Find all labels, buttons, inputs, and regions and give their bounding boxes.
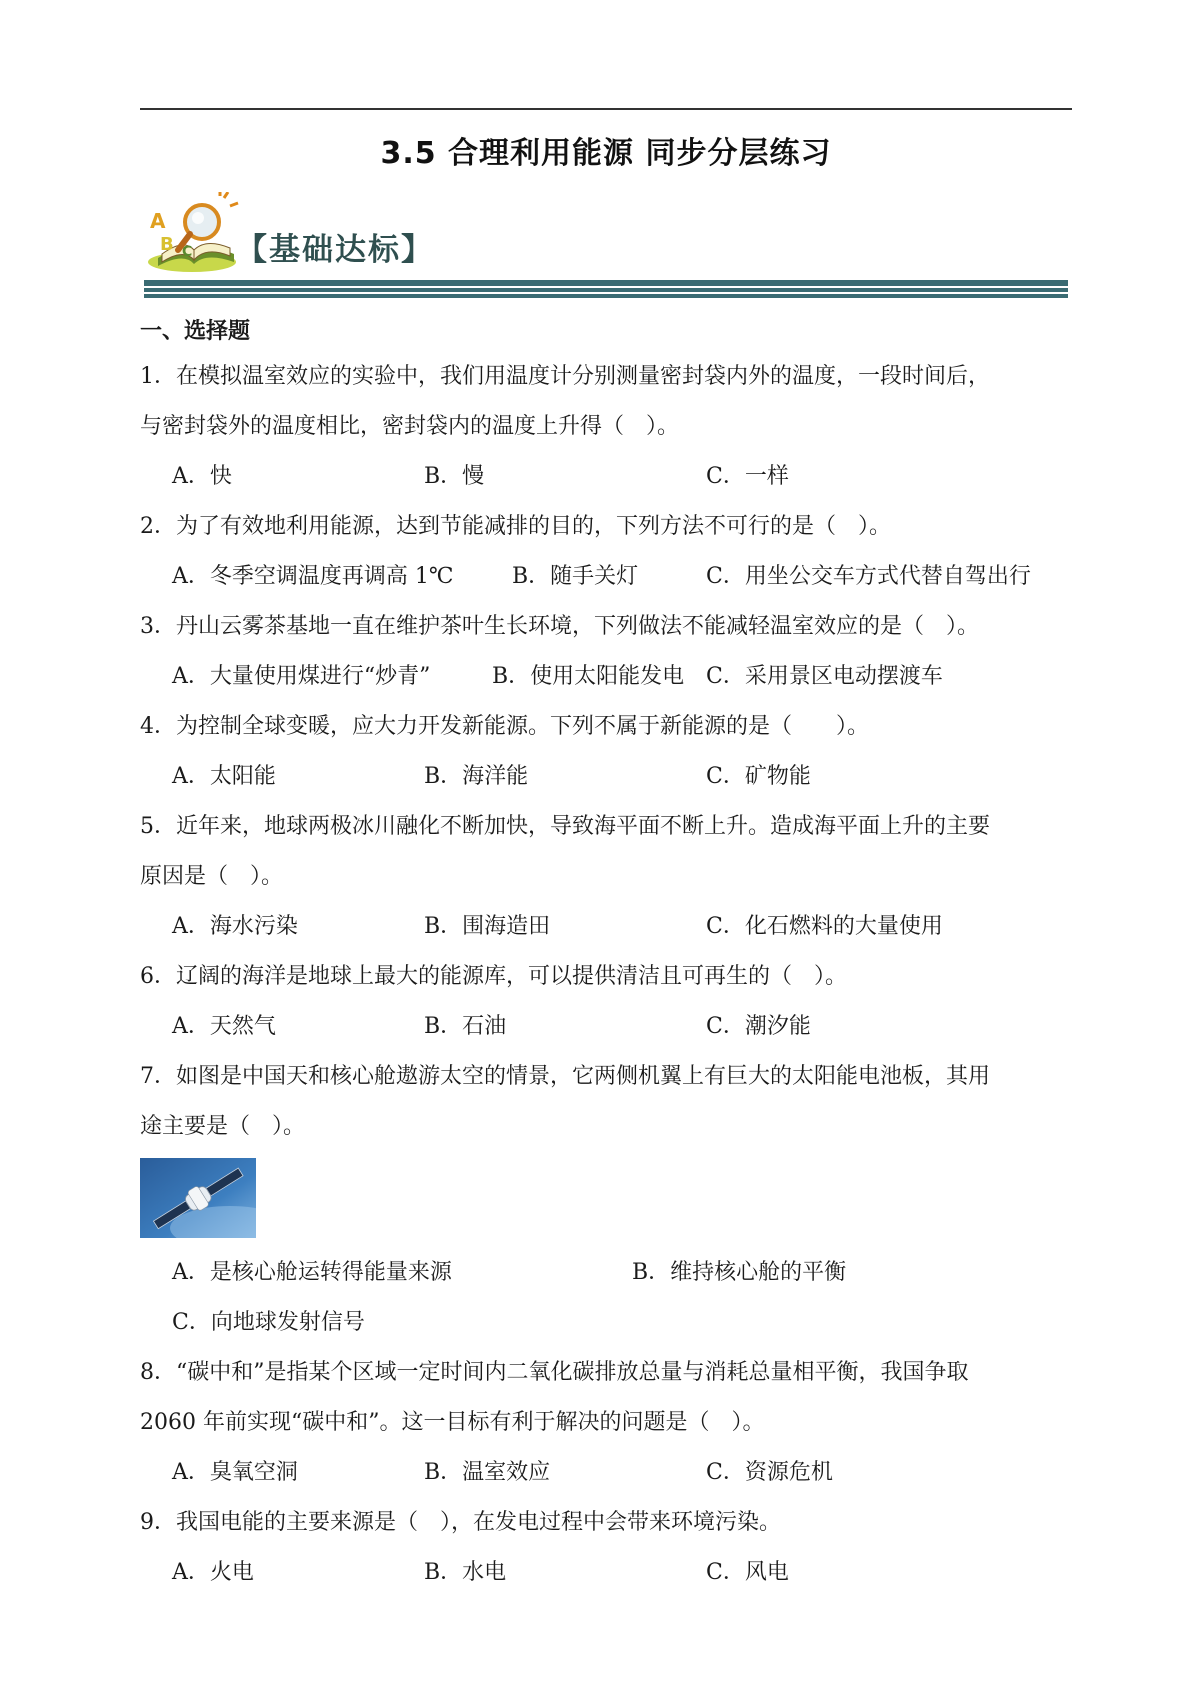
question-text: 4．为控制全球变暖，应大力开发新能源。下列不属于新能源的是（ ）。 — [140, 714, 869, 739]
question-text: 与密封袋外的温度相比，密封袋内的温度上升得（ ）。 — [140, 414, 680, 439]
question-text: 6．辽阔的海洋是地球上最大的能源库，可以提供清洁且可再生的（ ）。 — [140, 964, 847, 989]
option-a: A．快 — [172, 464, 232, 489]
option-a: A．大量使用煤进行“炒青” — [172, 664, 431, 689]
option-b: B．使用太阳能发电 — [492, 664, 685, 689]
option-c: C．向地球发射信号 — [172, 1310, 365, 1335]
question-text: 9．我国电能的主要来源是（ ），在发电过程中会带来环境污染。 — [140, 1510, 781, 1535]
question-text: 原因是（ ）。 — [140, 864, 284, 889]
section-banner — [140, 188, 1072, 308]
header-rule — [140, 108, 1072, 110]
question-text: 1．在模拟温室效应的实验中，我们用温度计分别测量密封袋内外的温度，一段时间后， — [140, 364, 990, 389]
option-a: A．臭氧空洞 — [172, 1460, 298, 1485]
question-8 — [140, 1348, 1072, 1498]
option-row — [140, 752, 1072, 802]
question-3 — [140, 602, 1072, 702]
option-row — [140, 1248, 1072, 1298]
option-b: B．水电 — [424, 1560, 507, 1585]
option-row — [140, 552, 1072, 602]
option-c: C．风电 — [706, 1560, 789, 1585]
question-text: 5．近年来，地球两极冰川融化不断加快，导致海平面不断上升。造成海平面上升的主要 — [140, 814, 990, 839]
banner-divider — [144, 280, 1068, 298]
question-text: 2060 年前实现“碳中和”。这一目标有利于解决的问题是（ ）。 — [140, 1410, 765, 1435]
option-b: B．围海造田 — [424, 914, 551, 939]
logo-letter-b: B — [160, 234, 174, 255]
question-text: 2．为了有效地利用能源，达到节能减排的目的，下列方法不可行的是（ ）。 — [140, 514, 891, 539]
logo-letter-a: A — [150, 209, 166, 233]
option-row — [140, 1002, 1072, 1052]
option-c: C．化石燃料的大量使用 — [706, 914, 943, 939]
magnifier-book-logo-icon — [144, 192, 244, 280]
banner-label: 【基础达标】 — [236, 232, 434, 268]
option-a: A．海水污染 — [172, 914, 298, 939]
figure-row — [140, 1158, 1072, 1244]
space-station-image — [140, 1158, 256, 1238]
option-row — [140, 652, 1072, 702]
option-a: A．冬季空调温度再调高 1℃ — [172, 564, 454, 589]
question-text: 3．丹山云雾茶基地一直在维护茶叶生长环境，下列做法不能减轻温室效应的是（ ）。 — [140, 614, 979, 639]
option-c: C．采用景区电动摆渡车 — [706, 664, 943, 689]
logo-letter-c: C — [182, 244, 193, 260]
option-row — [140, 902, 1072, 952]
option-c: C．潮汐能 — [706, 1014, 811, 1039]
question-5 — [140, 802, 1072, 952]
question-9 — [140, 1498, 1072, 1598]
question-6 — [140, 952, 1072, 1052]
option-c: C．用坐公交车方式代替自驾出行 — [706, 564, 1031, 589]
option-a: A．火电 — [172, 1560, 254, 1585]
option-b: B．海洋能 — [424, 764, 529, 789]
page-title: 3.5 合理利用能源 同步分层练习 — [380, 136, 832, 171]
option-a: A．是核心舱运转得能量来源 — [172, 1260, 452, 1285]
question-text: 8．“碳中和”是指某个区域一定时间内二氧化碳排放总量与消耗总量相平衡，我国争取 — [140, 1360, 969, 1385]
question-7 — [140, 1052, 1072, 1348]
option-row — [140, 1298, 1072, 1348]
option-b: B．石油 — [424, 1014, 507, 1039]
question-text: 途主要是（ ）。 — [140, 1114, 306, 1139]
section-title: 一、选择题 — [140, 319, 251, 344]
option-c: C．资源危机 — [706, 1460, 833, 1485]
question-2 — [140, 502, 1072, 602]
option-b: B．慢 — [424, 464, 485, 489]
option-row — [140, 1448, 1072, 1498]
question-4 — [140, 702, 1072, 802]
option-row — [140, 452, 1072, 502]
option-row — [140, 1548, 1072, 1598]
option-c: C．矿物能 — [706, 764, 811, 789]
question-text: 7．如图是中国天和核心舱遨游太空的情景，它两侧机翼上有巨大的太阳能电池板，其用 — [140, 1064, 990, 1089]
option-a: A．太阳能 — [172, 764, 276, 789]
question-list — [140, 312, 1072, 1598]
option-b: B．维持核心舱的平衡 — [632, 1260, 847, 1285]
option-a: A．天然气 — [172, 1014, 276, 1039]
option-b: B．随手关灯 — [512, 564, 639, 589]
question-1 — [140, 352, 1072, 502]
option-b: B．温室效应 — [424, 1460, 551, 1485]
option-c: C．一样 — [706, 464, 789, 489]
